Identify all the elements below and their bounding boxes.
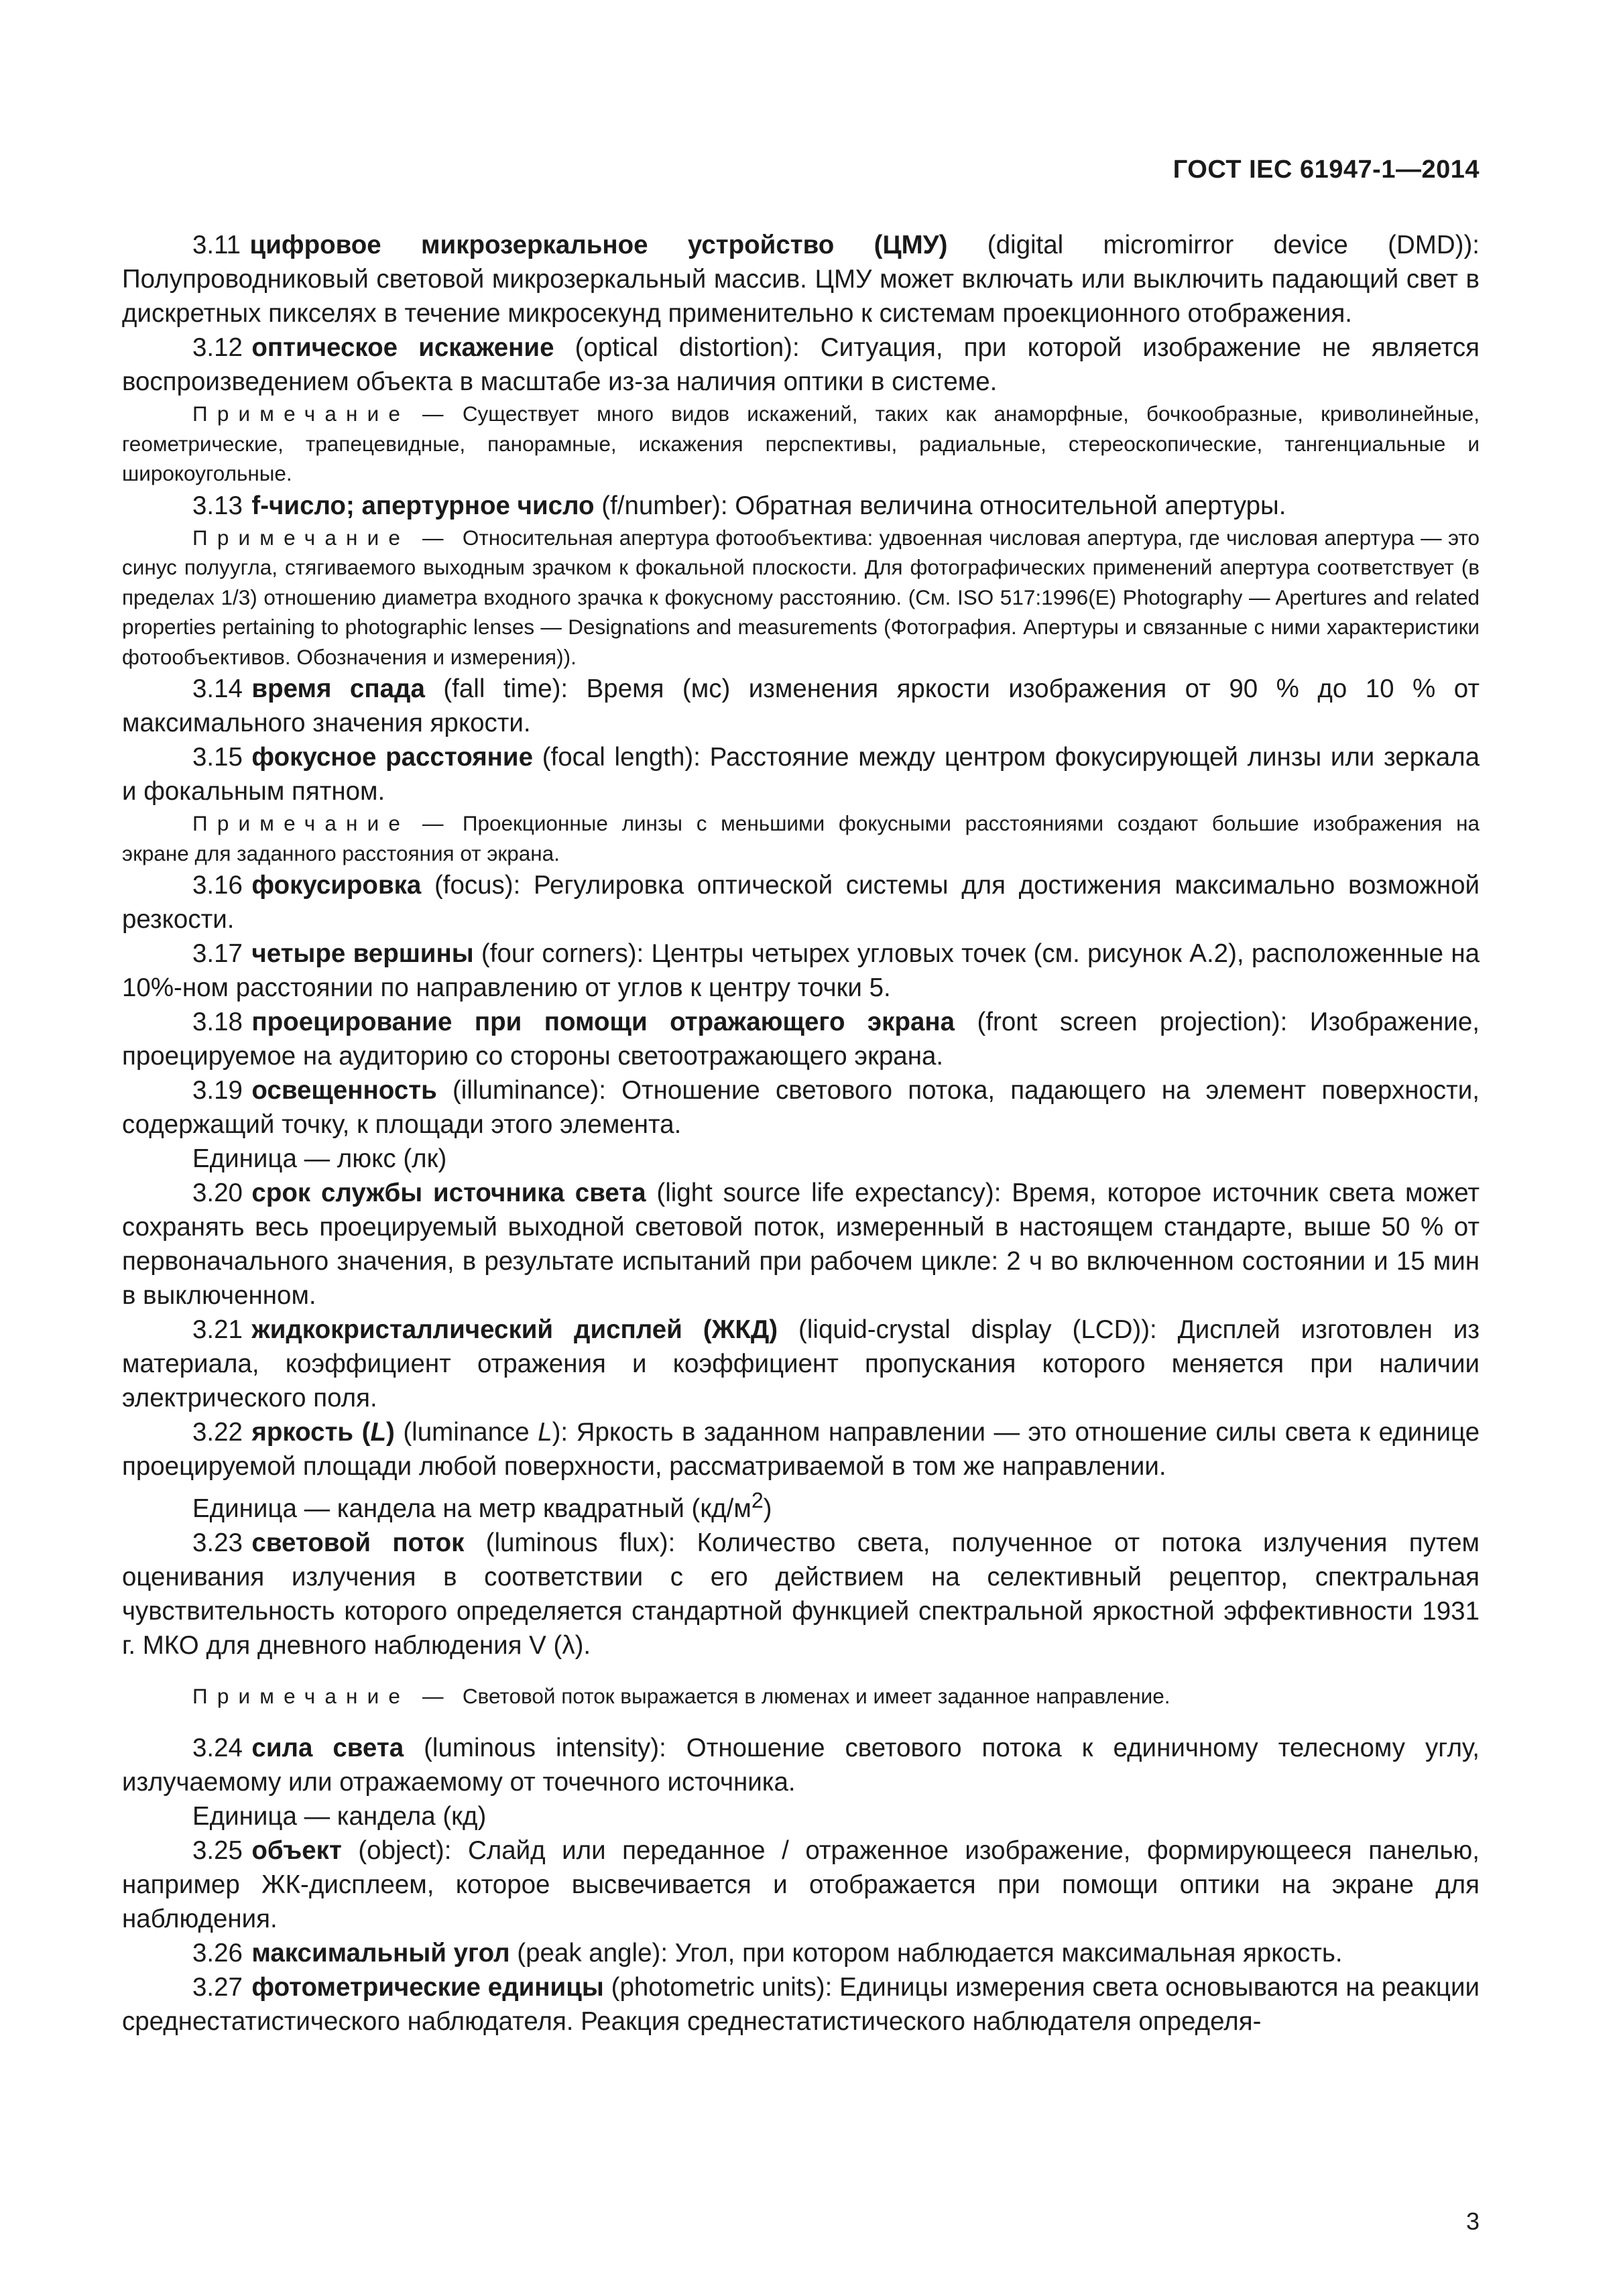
term-name-main: яркость ( bbox=[251, 1418, 371, 1447]
term-3-18 bbox=[122, 1005, 1480, 1073]
term-3-21 bbox=[122, 1313, 1480, 1415]
term-name: фокусировка bbox=[251, 871, 422, 900]
note-text: Относительная апертура фотообъектива: удвоенная числовая апертура, где числовая апертура — это синус полуугла, стягиваемого выходным зрачком к фокальной плоскости. Для фотографических применений апертура соответствует (в пределах 1/3) отношению диаметра входного зрачка к фокусному расстоянию. (См. ISO 517:1996(E) Photography — Apertures and related properties pertaining to photographic lenses — Designations and measurements (Фотография. Апертуры и связанные с ними характеристики фотообъективов. Обозначения и измерения)). bbox=[122, 525, 1480, 669]
term-3-15 bbox=[122, 740, 1480, 808]
term-definition: (photometric units): Единицы измерения света основываются на реакции среднестатистического наблюдателя. Реакция среднестатистического наблюдателя определя- bbox=[122, 1973, 1480, 2037]
unit-label: Единица bbox=[192, 1802, 297, 1831]
term-name: фотометрические единицы bbox=[251, 1973, 604, 2002]
unit-value: — кандела (кд) bbox=[296, 1802, 487, 1831]
term-number: 3.14 bbox=[192, 674, 243, 703]
note-dash: — bbox=[422, 1683, 444, 1708]
term-number: 3.15 bbox=[192, 743, 243, 772]
term-name: проецирование при помощи отражающего экрана bbox=[251, 1008, 955, 1036]
term-name: световой поток bbox=[251, 1528, 465, 1557]
document-header: ГОСТ IEC 61947-1—2014 bbox=[1173, 156, 1480, 184]
page-number: 3 bbox=[1465, 2208, 1480, 2235]
term-definition: ): Яркость в заданном направлении — это отношение силы света к единице проецируемой площади любой поверхности, рассматриваемой в том же направлении. bbox=[122, 1418, 1480, 1481]
term-name bbox=[251, 1418, 394, 1447]
term-3-23 bbox=[122, 1526, 1480, 1663]
note-3-15 bbox=[122, 808, 1480, 868]
term-english-symbol: L bbox=[538, 1418, 552, 1447]
term-definition: (focus): Регулировка оптической системы для достижения максимально возможной резкости. bbox=[122, 871, 1480, 934]
term-definition: (focal length): Расстояние между центром фокусирующей линзы или зеркала и фокальным пятном. bbox=[122, 743, 1480, 806]
note-3-13 bbox=[122, 523, 1480, 672]
term-number: 3.17 bbox=[192, 939, 243, 968]
term-3-13 bbox=[122, 489, 1480, 523]
unit-3-22 bbox=[122, 1484, 1480, 1526]
term-name: фокусное расстояние bbox=[251, 743, 534, 772]
term-name-close: ) bbox=[385, 1418, 395, 1447]
document-body bbox=[122, 228, 1480, 2039]
term-definition: (peak angle): Угол, при котором наблюдается максимальная яркость. bbox=[509, 1939, 1343, 1968]
term-definition: (light source life expectancy): Время, которое источник света может сохранять весь проецируемый выходной световой поток, измеренный в настоящем стандарте, выше 50 % от первоначального значения, в результате испытаний при рабочем цикле: 2 ч во включенном состоянии и 15 мин в выключенном. bbox=[122, 1179, 1480, 1310]
term-name: освещенность bbox=[251, 1076, 437, 1105]
term-3-14 bbox=[122, 672, 1480, 740]
term-english-prefix: (luminance bbox=[394, 1418, 538, 1447]
term-name: четыре вершины bbox=[251, 939, 474, 968]
term-name: цифровое микрозеркальное устройство (ЦМУ) bbox=[249, 231, 948, 259]
term-number: 3.27 bbox=[192, 1973, 243, 2002]
note-label: Примечание bbox=[192, 811, 410, 835]
term-definition: (fall time): Время (мс) изменения яркости изображения от 90 % до 10 % от максимального значения яркости. bbox=[122, 674, 1480, 737]
note-label: Примечание bbox=[192, 525, 410, 550]
term-number: 3.16 bbox=[192, 871, 243, 900]
term-definition: (liquid-crystal display (LCD)): Дисплей изготовлен из материала, коэффициент отражения и коэффициент пропускания которого меняется при наличии электрического поля. bbox=[122, 1315, 1480, 1412]
term-definition: (f/number): Обратная величина относительной апертуры. bbox=[594, 491, 1286, 520]
unit-superscript: 2 bbox=[751, 1488, 764, 1512]
term-number: 3.18 bbox=[192, 1008, 243, 1036]
term-3-27 bbox=[122, 1970, 1480, 2039]
term-definition: (illuminance): Отношение светового потока, падающего на элемент поверхности, содержащий точку, к площади этого элемента. bbox=[122, 1076, 1480, 1139]
term-name: f-число; апертурное число bbox=[251, 491, 595, 520]
term-3-16 bbox=[122, 868, 1480, 936]
term-definition: (luminous flux): Количество света, полученное от потока излучения путем оценивания излучения в соответствии с его действием на селективный рецептор, спектральная чувствительность которого определяется стандартной функцией спектральной яркостной эффективности 1931 г. МКО для дневного наблюдения V (λ). bbox=[122, 1528, 1480, 1660]
term-3-25 bbox=[122, 1833, 1480, 1936]
term-3-12 bbox=[122, 330, 1480, 399]
term-number: 3.12 bbox=[192, 333, 243, 362]
note-text: Световой поток выражается в люменах и имеет заданное направление. bbox=[462, 1683, 1170, 1708]
unit-label: Единица bbox=[192, 1494, 297, 1523]
unit-value: — кандела на метр квадратный (кд/м bbox=[296, 1494, 752, 1523]
term-number: 3.13 bbox=[192, 491, 243, 520]
term-name: срок службы источника света bbox=[251, 1179, 646, 1207]
unit-3-19 bbox=[122, 1142, 1480, 1176]
term-symbol: L bbox=[370, 1418, 386, 1447]
unit-value: — люкс (лк) bbox=[296, 1144, 447, 1173]
term-definition: (luminous intensity): Отношение светового потока к единичному телесному углу, излучаемому или отражаемому от точечного источника. bbox=[122, 1734, 1480, 1797]
term-number: 3.24 bbox=[192, 1734, 243, 1763]
term-definition: (object): Слайд или переданное / отраженное изображение, формирующееся панелью, например ЖК-дисплеем, которое высвечивается и отображается при помощи оптики на экране для наблюдения. bbox=[122, 1836, 1480, 1934]
term-number: 3.23 bbox=[192, 1528, 243, 1557]
term-definition: (digital micromirror device (DMD)): Полупроводниковый световой микрозеркальный массив. ЦМУ может включать или выключить падающий свет в дискретных пикселях в течение микросекунд применительно к системам проекционного отображения. bbox=[122, 231, 1480, 328]
term-3-11 bbox=[122, 228, 1480, 330]
term-name: время спада bbox=[251, 674, 425, 703]
note-label: Примечание bbox=[192, 1683, 410, 1708]
term-definition: (four corners): Центры четырех угловых точек (см. рисунок А.2), расположенные на 10%-ном расстоянии по направлению от углов к центру точки 5. bbox=[122, 939, 1480, 1002]
term-3-17 bbox=[122, 936, 1480, 1005]
term-number: 3.19 bbox=[192, 1076, 243, 1105]
term-number: 3.20 bbox=[192, 1179, 243, 1207]
note-label: Примечание bbox=[192, 402, 410, 426]
unit-3-24 bbox=[122, 1799, 1480, 1833]
term-number: 3.26 bbox=[192, 1939, 243, 1968]
term-name: оптическое искажение bbox=[251, 333, 554, 362]
note-3-12 bbox=[122, 399, 1480, 489]
term-number: 3.25 bbox=[192, 1836, 243, 1866]
term-number: 3.21 bbox=[192, 1315, 243, 1344]
term-name: жидкокристаллический дисплей (ЖКД) bbox=[251, 1315, 778, 1344]
term-3-26 bbox=[122, 1936, 1480, 1970]
term-name: сила света bbox=[251, 1734, 404, 1763]
term-name: максимальный угол bbox=[251, 1939, 510, 1968]
term-3-20 bbox=[122, 1176, 1480, 1313]
note-dash: — bbox=[422, 525, 444, 550]
term-definition: (front screen projection): Изображение, проецируемое на аудиторию со стороны светоотражающего экрана. bbox=[122, 1008, 1480, 1071]
term-definition: (optical distortion): Ситуация, при которой изображение не является воспроизведением объекта в масштабе из-за наличия оптики в системе. bbox=[122, 333, 1480, 396]
unit-label: Единица bbox=[192, 1144, 297, 1173]
note-3-23 bbox=[122, 1681, 1480, 1711]
term-3-22 bbox=[122, 1415, 1480, 1484]
term-number: 3.22 bbox=[192, 1418, 243, 1447]
term-3-24 bbox=[122, 1731, 1480, 1799]
note-text: Существует много видов искажений, таких как анаморфные, бочкообразные, криволинейные, геометрические, трапецевидные, панорамные, искажения перспективы, радиальные, стереоскопические, тангенциальные и широкоугольные. bbox=[122, 402, 1480, 485]
note-dash: — bbox=[422, 402, 444, 426]
term-number: 3.11 bbox=[192, 231, 241, 259]
note-dash: — bbox=[422, 811, 444, 835]
note-text: Проекционные линзы с меньшими фокусными расстояниями создают большие изображения на экране для заданного расстояния от экрана. bbox=[122, 811, 1480, 865]
term-3-19 bbox=[122, 1073, 1480, 1142]
unit-value-end: ) bbox=[763, 1494, 772, 1523]
term-name: объект bbox=[251, 1836, 342, 1866]
